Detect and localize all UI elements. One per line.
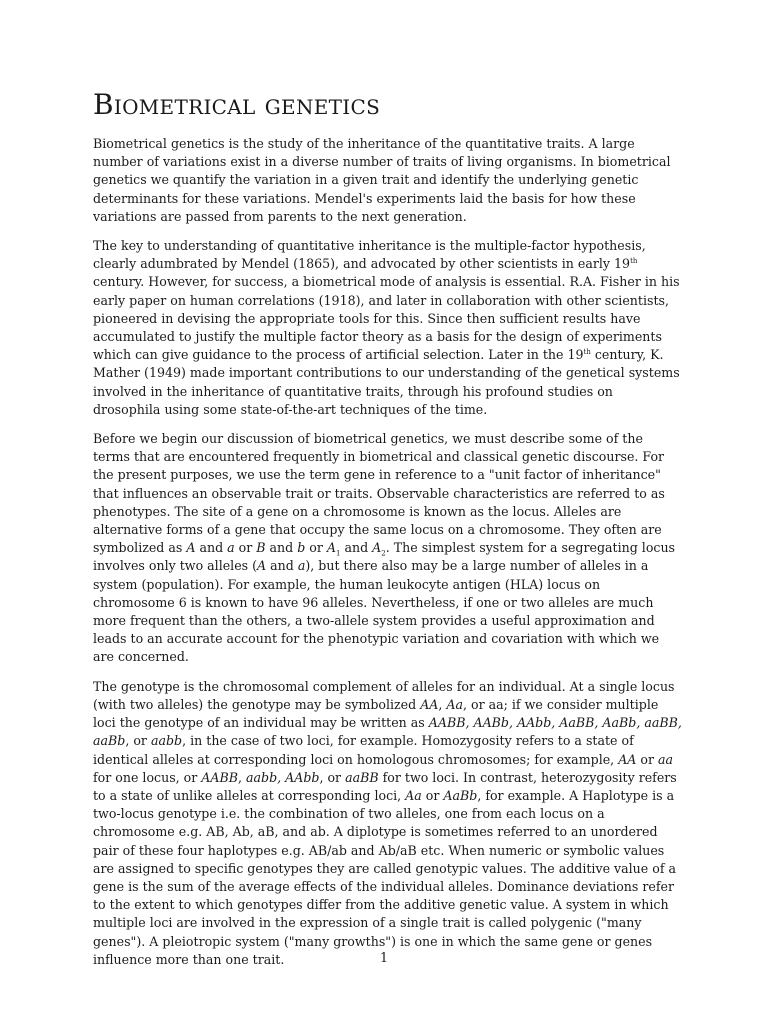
paragraph-1-text: Biometrical genetics is the study of the inheritance of the quantitative traits. A large number of variations exist in a diverse number of traits of living organisms. In biometrical genetics we quantify the variation in a given trait and identify the underlying genetic determinants for these variations. Mendel's experiments laid the basis for how these variations are passed from parents to the next generation. bbox=[93, 136, 671, 224]
p4-italic-10: Aa bbox=[405, 787, 422, 803]
p4-italic-2: Aa bbox=[446, 696, 464, 712]
p4-text-1: The genotype is the chromosomal complement of alleles for an individual. At a single locus (with two alleles) the genotype may be symbolized bbox=[93, 678, 675, 712]
paragraph-2 bbox=[93, 237, 683, 419]
paragraph-3 bbox=[93, 430, 683, 667]
paragraph-1 bbox=[93, 135, 683, 226]
p2-text-1: The key to understanding of quantitative inheritance is the multiple-factor hypothesis, clearly adumbrated by Mendel (1865), and advocated by other scientists in early 19 bbox=[93, 238, 646, 272]
p4-text-2: , bbox=[438, 696, 447, 712]
p4-italic-1: AA bbox=[420, 696, 439, 712]
p3-italic-8: a bbox=[297, 558, 306, 574]
p3-italic-5: A bbox=[326, 540, 337, 556]
page-number: 1 bbox=[379, 950, 388, 965]
p3-italic-3: B bbox=[256, 540, 266, 556]
p4-text-11: or bbox=[421, 787, 444, 803]
p4-italic-7: AABB bbox=[201, 769, 238, 785]
p3-text-4: and bbox=[265, 540, 298, 556]
p3-italic-2: a bbox=[227, 540, 235, 556]
p3-text-1: Before we begin our discussion of biometrical genetics, we must describe some of the terms that are encountered frequently in biometrical and classical genetic discourse. For the present purposes, we use the term gene in reference to a "unit factor of inheritance" that influences an observable trait or traits. Observable characteristics are referred to as phenotypes. The site of a gene on a chromosome is known as the locus. Alleles are alternative forms of a gene that occupy the same locus on a chromosome. They often are symbolized as bbox=[93, 431, 665, 556]
p4-text-4: , or bbox=[125, 733, 151, 749]
p3-subscript-2: 2 bbox=[381, 549, 386, 558]
p2-text-2: century. However, for success, a biometrical mode of analysis is essential. R.A. Fisher in his early paper on human correlations (1918), and later in collaboration with other scientists, pioneered in devising the appropriate tools for this. Since then sufficient results have accumulated to justify the multiple factor theory as a basis for the design of experiments which can give guidance to the process of artificial selection. Later in the 19 bbox=[93, 274, 680, 363]
p3-text-2: and bbox=[195, 540, 228, 556]
p4-text-10: for two loci. In contrast, heterozygosity refers to a state of unlike alleles at corresponding loci, bbox=[93, 769, 677, 803]
p4-text-6: or bbox=[636, 751, 658, 767]
p4-italic-6: aa bbox=[658, 751, 674, 767]
document-page bbox=[93, 88, 683, 980]
p3-text-7: . The simplest system for a segregating locus involves only two alleles ( bbox=[93, 540, 676, 574]
p4-italic-8: aabb, AAbb bbox=[245, 769, 320, 785]
p4-text-8: , bbox=[237, 769, 246, 785]
p2-superscript-2: th bbox=[583, 348, 591, 357]
p4-italic-5: AA bbox=[618, 751, 637, 767]
page-title: Biometrical genetics bbox=[93, 88, 381, 121]
p3-italic-4: b bbox=[297, 540, 306, 556]
p4-text-3: , or aa; if we consider multiple loci the genotype of an individual may be written as bbox=[93, 696, 659, 731]
p3-italic-1: A bbox=[186, 540, 196, 556]
p3-text-3: or bbox=[234, 540, 257, 556]
p2-superscript-1: th bbox=[630, 257, 638, 266]
p4-text-12: , for example. A Haplotype is a two-locus genotype i.e. the combination of two alleles, one from each locus on a chromosome e.g. AB, Ab, aB, and ab. A diplotype is sometimes referred to an unordered pair of these four haplotypes e.g. AB/ab and Ab/aB etc. When numeric or symbolic values are assigned to specific genotypes they are called genotypic values. The additive value of a gene is the sum of the average effects of the individual alleles. Dominance deviations refer to the extent to which genotypes differ from the additive genetic value. A system in which multiple loci are involved in the expression of a single trait is called polygenic ("many genes"). A pleiotropic system ("many growths") is one in which the same gene or genes influence more than one trait. bbox=[93, 787, 676, 967]
p3-text-8: and bbox=[266, 558, 298, 574]
p3-subscript-1: 1 bbox=[336, 549, 341, 558]
p4-italic-3: AABB, AABb, AAbb, AaBB, AaBb, aaBB, aaBb bbox=[93, 715, 682, 749]
p3-text-5: or bbox=[305, 540, 327, 556]
paragraph-4 bbox=[93, 678, 683, 969]
p4-text-5: , in the case of two loci, for example. Homozygosity refers to a state of identical alleles at corresponding loci on homologous chromosomes; for example, bbox=[93, 733, 634, 767]
p3-italic-6: A bbox=[372, 540, 382, 556]
p4-italic-11: AaBb bbox=[443, 787, 478, 803]
p4-italic-9: aaBB bbox=[345, 769, 379, 785]
p4-italic-4: aabb bbox=[150, 733, 183, 749]
p4-text-9: , or bbox=[319, 769, 346, 785]
p4-text-7: for one locus, or bbox=[93, 769, 202, 785]
p3-text-9: ), but there also may be a large number of alleles in a system (population). For example, the human leukocyte antigen (HLA) locus on chromosome 6 is known to have 96 alleles. Nevertheless, if one or two alleles are much more frequent than the others, a two-allele system provides a useful approximation and leads to an accurate account for the phenotypic variation and covariation with which we are concerned. bbox=[93, 558, 660, 665]
p3-text-6: and bbox=[340, 540, 373, 556]
p2-text-3: century, K. Mather (1949) made important contributions to our understanding of the genetical systems involved in the inheritance of quantitative traits, through his profound studies on drosophila using some state-of-the-art techniques of the time. bbox=[93, 347, 680, 417]
p3-italic-7: A bbox=[257, 558, 267, 574]
